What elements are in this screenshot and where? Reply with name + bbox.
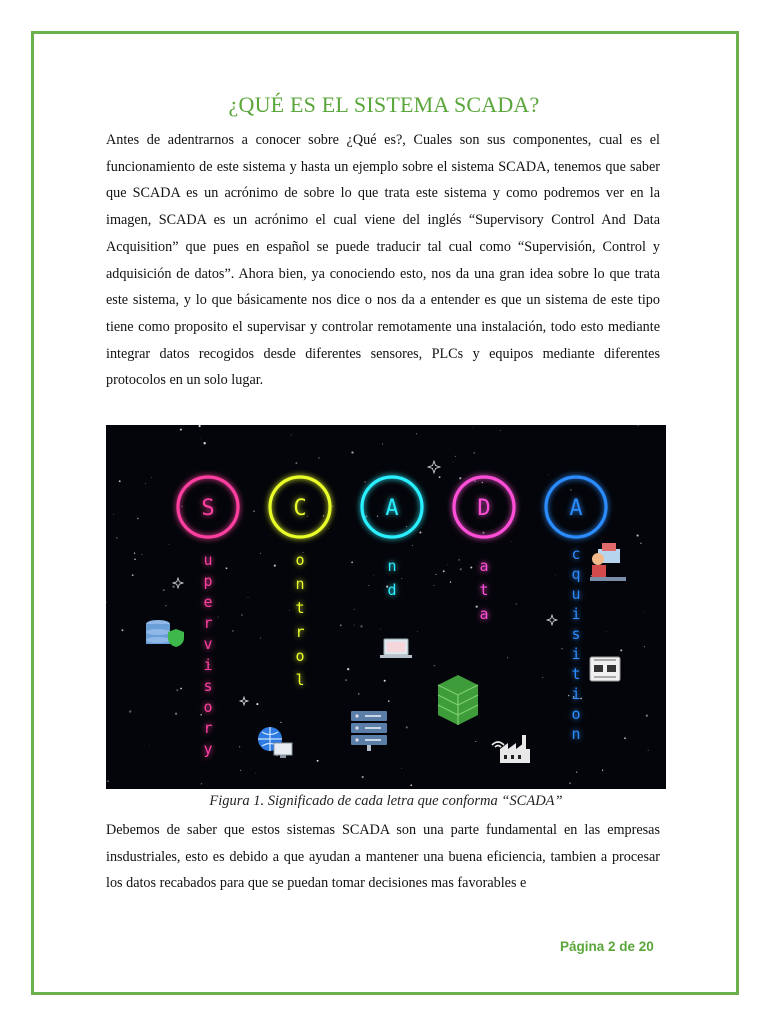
star (368, 585, 369, 586)
star (473, 452, 475, 454)
star (576, 772, 577, 773)
star (624, 737, 626, 739)
star (358, 693, 359, 694)
star (637, 425, 638, 426)
scada-illustration (106, 425, 666, 789)
star (295, 462, 297, 464)
star (439, 476, 441, 478)
star (106, 602, 107, 603)
star (443, 570, 445, 572)
star (129, 710, 131, 712)
star (512, 541, 513, 542)
star (459, 477, 461, 479)
star (204, 442, 206, 444)
scada-figure (106, 425, 666, 789)
star (201, 783, 202, 784)
technician-desk-icon (590, 543, 626, 581)
star (328, 528, 329, 529)
figure-caption: Figura 1. Significado de cada letra que conforma “SCADA” (209, 793, 563, 809)
body-paragraph: Debemos de saber que estos sistemas SCADA son una parte fundamental en las empresas insdustriales, esto es debido a que ayudan a mantener una buena eficiencia, tambien a procesar los datos recabados para que se puedan tomar decisiones mas favorables e (106, 822, 660, 892)
star (382, 443, 383, 444)
acronym-word: n d (387, 557, 397, 599)
star (384, 680, 386, 682)
star (351, 451, 353, 453)
star (107, 780, 109, 782)
star (181, 506, 182, 507)
star (472, 427, 473, 428)
star (318, 457, 320, 459)
star (434, 665, 435, 666)
factory-wifi-icon (492, 735, 530, 763)
star (602, 769, 603, 770)
star (500, 430, 501, 431)
star (620, 649, 622, 651)
star (416, 433, 417, 434)
acronym-letter: A (569, 496, 583, 521)
star (482, 532, 484, 534)
star (507, 657, 508, 658)
page-title: ¿QUÉ ES EL SISTEMA SCADA? (228, 92, 540, 117)
star (145, 483, 146, 484)
star (380, 629, 381, 630)
star (555, 575, 556, 576)
star (274, 564, 276, 566)
star (317, 760, 319, 762)
star (172, 586, 174, 588)
star (388, 700, 390, 702)
star (122, 629, 124, 631)
acronym-letter: C (293, 496, 307, 521)
star (232, 630, 234, 632)
acronym-word: u p e r v i s o r y (203, 551, 213, 758)
star (137, 518, 139, 520)
database-shield-icon (146, 620, 184, 647)
star (644, 646, 645, 647)
star (340, 624, 342, 626)
star (580, 698, 582, 700)
star (377, 516, 378, 517)
laptop-icon (380, 639, 412, 658)
star (419, 531, 421, 533)
star (199, 425, 201, 427)
star (450, 581, 451, 582)
star (360, 625, 362, 627)
star (180, 429, 182, 431)
star (134, 552, 135, 553)
star (113, 514, 114, 515)
star (240, 770, 241, 771)
intro-paragraph: Antes de adentrarnos a conocer sobre ¿Qué es?, Cuales son sus componentes, cual es el funcionamiento de este sistema y hasta un ejemplo sobre el sistema SCADA, tenemos que saber que SCADA es un acrónimo de sobre lo que trata este sistema y como podremos ver en la imagen, SCADA es un acrónimo el cual viene del inglés “Supervisory Control And Data Acquisition” que pues en español se puede traducir tal cual como “Supervisión, Control y adquisición de datos”. Ahora bien, ya conociendo esto, nos da una gran idea sobre lo que trata este sistema, y lo que básicamente nos dice o nos da a entender es que un sistema de este tipo tiene como proposito el supervisar y controlar remotamente una instalación, todo esto mediante integrar datos recogidos desde diferentes sensores, PLCs y equipos mediante diferentes protocolos en un solo lugar. (106, 132, 660, 389)
star (132, 574, 134, 576)
star (569, 782, 571, 784)
star (417, 631, 418, 632)
star (151, 477, 152, 478)
star (354, 609, 355, 610)
star (141, 554, 142, 555)
acronym-word: o n t r o l (295, 551, 305, 689)
star (323, 515, 324, 516)
star (606, 632, 607, 633)
star (291, 435, 292, 436)
star (570, 489, 571, 490)
star (459, 559, 460, 560)
star (176, 689, 178, 691)
star (455, 456, 456, 457)
star (516, 604, 517, 605)
star (256, 703, 258, 705)
star (253, 510, 255, 512)
star (226, 567, 228, 569)
star (280, 722, 281, 723)
star (200, 438, 201, 439)
plc-device-icon (590, 657, 620, 681)
star (640, 543, 641, 544)
star (134, 559, 135, 560)
star (410, 784, 412, 786)
star (365, 516, 367, 518)
star (271, 788, 272, 789)
star (434, 585, 435, 586)
star (116, 537, 118, 539)
star (561, 648, 563, 650)
star (436, 574, 437, 575)
star (347, 668, 349, 670)
acronym-letter: A (385, 496, 399, 521)
star (648, 750, 649, 751)
star (149, 745, 150, 746)
sparkle-icon (240, 697, 248, 705)
star (119, 480, 121, 482)
star (401, 578, 402, 579)
star (637, 534, 639, 536)
star (453, 461, 454, 462)
star (351, 562, 353, 564)
page-number: Página 2 de 20 (560, 939, 654, 954)
star (239, 746, 240, 747)
star (646, 715, 648, 717)
star (406, 726, 408, 728)
server-rack-icon (351, 711, 387, 751)
star (568, 695, 570, 697)
star (474, 480, 476, 482)
star (460, 568, 462, 570)
star (345, 679, 347, 681)
star (260, 638, 261, 639)
star (307, 516, 308, 517)
globe-computer-icon (258, 727, 292, 758)
acronym-letter: D (477, 496, 491, 521)
star (548, 474, 549, 475)
green-servers-icon (438, 675, 478, 725)
star (260, 553, 261, 554)
star (200, 714, 202, 716)
star (364, 481, 365, 482)
star (248, 597, 249, 598)
star (476, 605, 478, 607)
star (354, 625, 355, 626)
star (218, 617, 219, 618)
star (482, 482, 484, 484)
star (475, 741, 476, 742)
star (165, 605, 166, 606)
star (175, 713, 177, 715)
star (332, 506, 333, 507)
star (470, 567, 472, 569)
star (412, 545, 413, 546)
acronym-word: c q u i s i t i o n (571, 545, 581, 743)
star (401, 768, 402, 769)
sparkle-icon (547, 615, 557, 625)
star (255, 773, 256, 774)
star (447, 565, 448, 566)
star (180, 688, 182, 690)
star (373, 576, 374, 577)
star (406, 526, 407, 527)
sparkle-icon (428, 461, 440, 473)
star (643, 612, 644, 613)
star (289, 610, 290, 611)
star (169, 544, 170, 545)
star (542, 677, 543, 678)
acronym-letter: S (201, 496, 215, 521)
star (163, 589, 165, 591)
star (362, 776, 364, 778)
acronym-word: a t a (479, 557, 489, 623)
star (241, 614, 243, 616)
